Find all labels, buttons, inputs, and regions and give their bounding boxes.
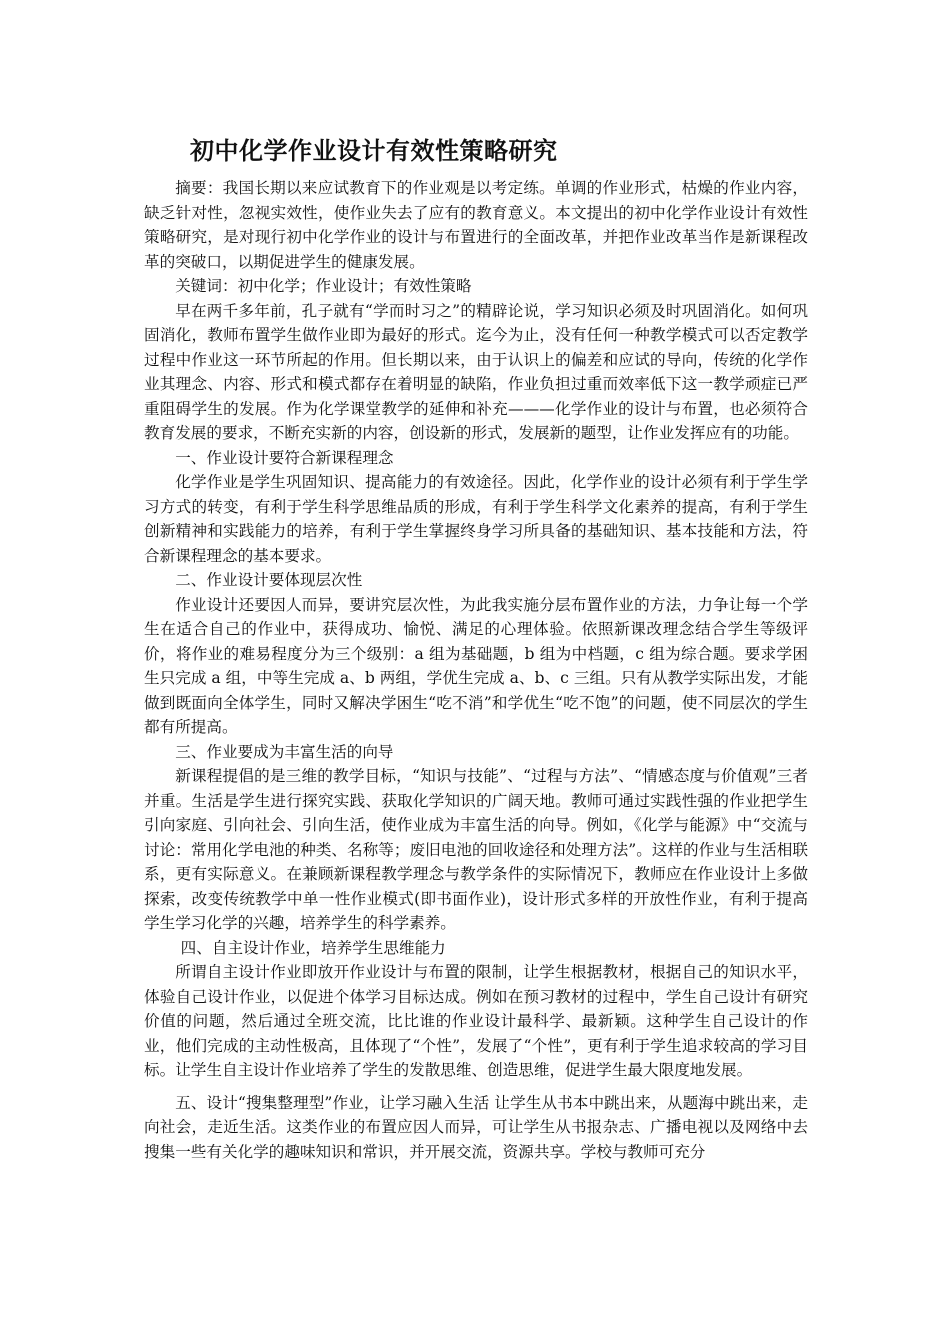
intro-paragraph: 早在两千多年前，孔子就有“学而时习之”的精辟论说，学习知识必须及时巩固消化。如何巩固消化，教师布置学生做作业即为最好的形式。迄今为止，没有任何一种教学模式可以否定教学过程中作业这一环节所起的作用。但长期以来，由于认识上的偏差和应试的导向，传统的化学作业其理念、内容、形式和模式都存在着明显的缺陷，作业负担过重而效率低下这一教学顽症已严重阻碍学生的发展。作为化学课堂教学的延伸和补充———化学作业的设计与布置，也必须符合教育发展的要求，不断充实新的内容，创设新的形式，发展新的题型，让作业发挥应有的功能。 — [144, 301, 808, 442]
section-paragraph: 作业设计还要因人而异，要讲究层次性，为此我实施分层布置作业的方法，力争让每一个学生在适合自己的作业中，获得成功、愉悦、满足的心理体验。依照新课改理念结合学生等级评价，将作业的难易程度分为三个级别：a 组为基础题，b 组为中档题，c 组为综合题。要求学困生只完成 a 组，中等生完成 a、b 两组，学优生完成 a、b、c 三组。只有从教学实际出发，才能做到既面向全体学生，同时又解决学困生“吃不消”和学优生“吃不饱”的问题，使不同层次的学生都有所提高。 — [144, 595, 808, 736]
closing-paragraph: 五、设计“搜集整理型”作业，让学习融入生活 让学生从书本中跳出来，从题海中跳出来，走向社会，走近生活。这类作业的布置应因人而异，可让学生从书报杂志、广播电视以及网络中去搜集一些有关化学的趣味知识和常识，并开展交流，资源共享。学校与教师可充分 — [144, 1093, 808, 1161]
section-heading: 一、作业设计要符合新课程理念 — [175, 448, 394, 467]
section-heading: 二、作业设计要体现层次性 — [175, 571, 363, 589]
article-body — [144, 176, 808, 1164]
section-paragraph: 所谓自主设计作业即放开作业设计与布置的限制，让学生根据教材，根据自己的知识水平，体验自己设计作业，以促进个体学习目标达成。例如在预习教材的过程中，学生自己设计有研究价值的问题，然后通过全班交流，比比谁的作业设计最科学、最新颖。这种学生自己设计的作业，他们完成的主动性极高，且体现了“个性”，发展了“个性”，更有利于学生追求较高的学习目标。让学生自主设计作业培养了学生的发散思维、创造思维，促进学生最大限度地发展。 — [144, 963, 808, 1079]
section-heading: 四、自主设计作业，培养学生思维能力 — [180, 938, 446, 957]
section-paragraph: 化学作业是学生巩固知识、提高能力的有效途径。因此，化学作业的设计必须有利于学生学习方式的转变，有利于学生科学思维品质的形成，有利于学生科学文化素养的提高，有利于学生创新精神和实践能力的培养，有利于学生掌握终身学习所具备的基础知识、基本技能和方法，符合新课程理念的基本要求。 — [144, 473, 808, 565]
section-heading: 三、作业要成为丰富生活的向导 — [175, 742, 394, 761]
keywords-line: 关键词：初中化学；作业设计；有效性策略 — [175, 277, 472, 295]
page-title: 初中化学作业设计有效性策略研究 — [190, 136, 558, 165]
abstract-paragraph: 摘要：我国长期以来应试教育下的作业观是以考定练。单调的作业形式，枯燥的作业内容，缺乏针对性，忽视实效性，使作业失去了应有的教育意义。本文提出的初中化学作业设计有效性策略研究，是对现行初中化学作业的设计与布置进行的全面改革，并把作业改革当作是新课程改革的突破口，以期促进学生的健康发展。 — [144, 179, 808, 271]
section-paragraph: 新课程提倡的是三维的教学目标，“知识与技能”、“过程与方法”、“情感态度与价值观”三者并重。生活是学生进行探究实践、获取化学知识的广阔天地。教师可通过实践性强的作业把学生引向家庭、引向社会、引向生活，使作业成为丰富生活的向导。例如，《化学与能源》中“交流与讨论：常用化学电池的种类、名称等；废旧电池的回收途径和处理方法”。这样的作业与生活相联系，更有实际意义。在兼顾新课程教学理念与教学条件的实际情况下，教师应在作业设计上多做探索，改变传统教学中单一性作业模式(即书面作业)，设计形式多样的开放性作业，有利于提高学生学习化学的兴趣，培养学生的科学素养。 — [144, 767, 808, 932]
